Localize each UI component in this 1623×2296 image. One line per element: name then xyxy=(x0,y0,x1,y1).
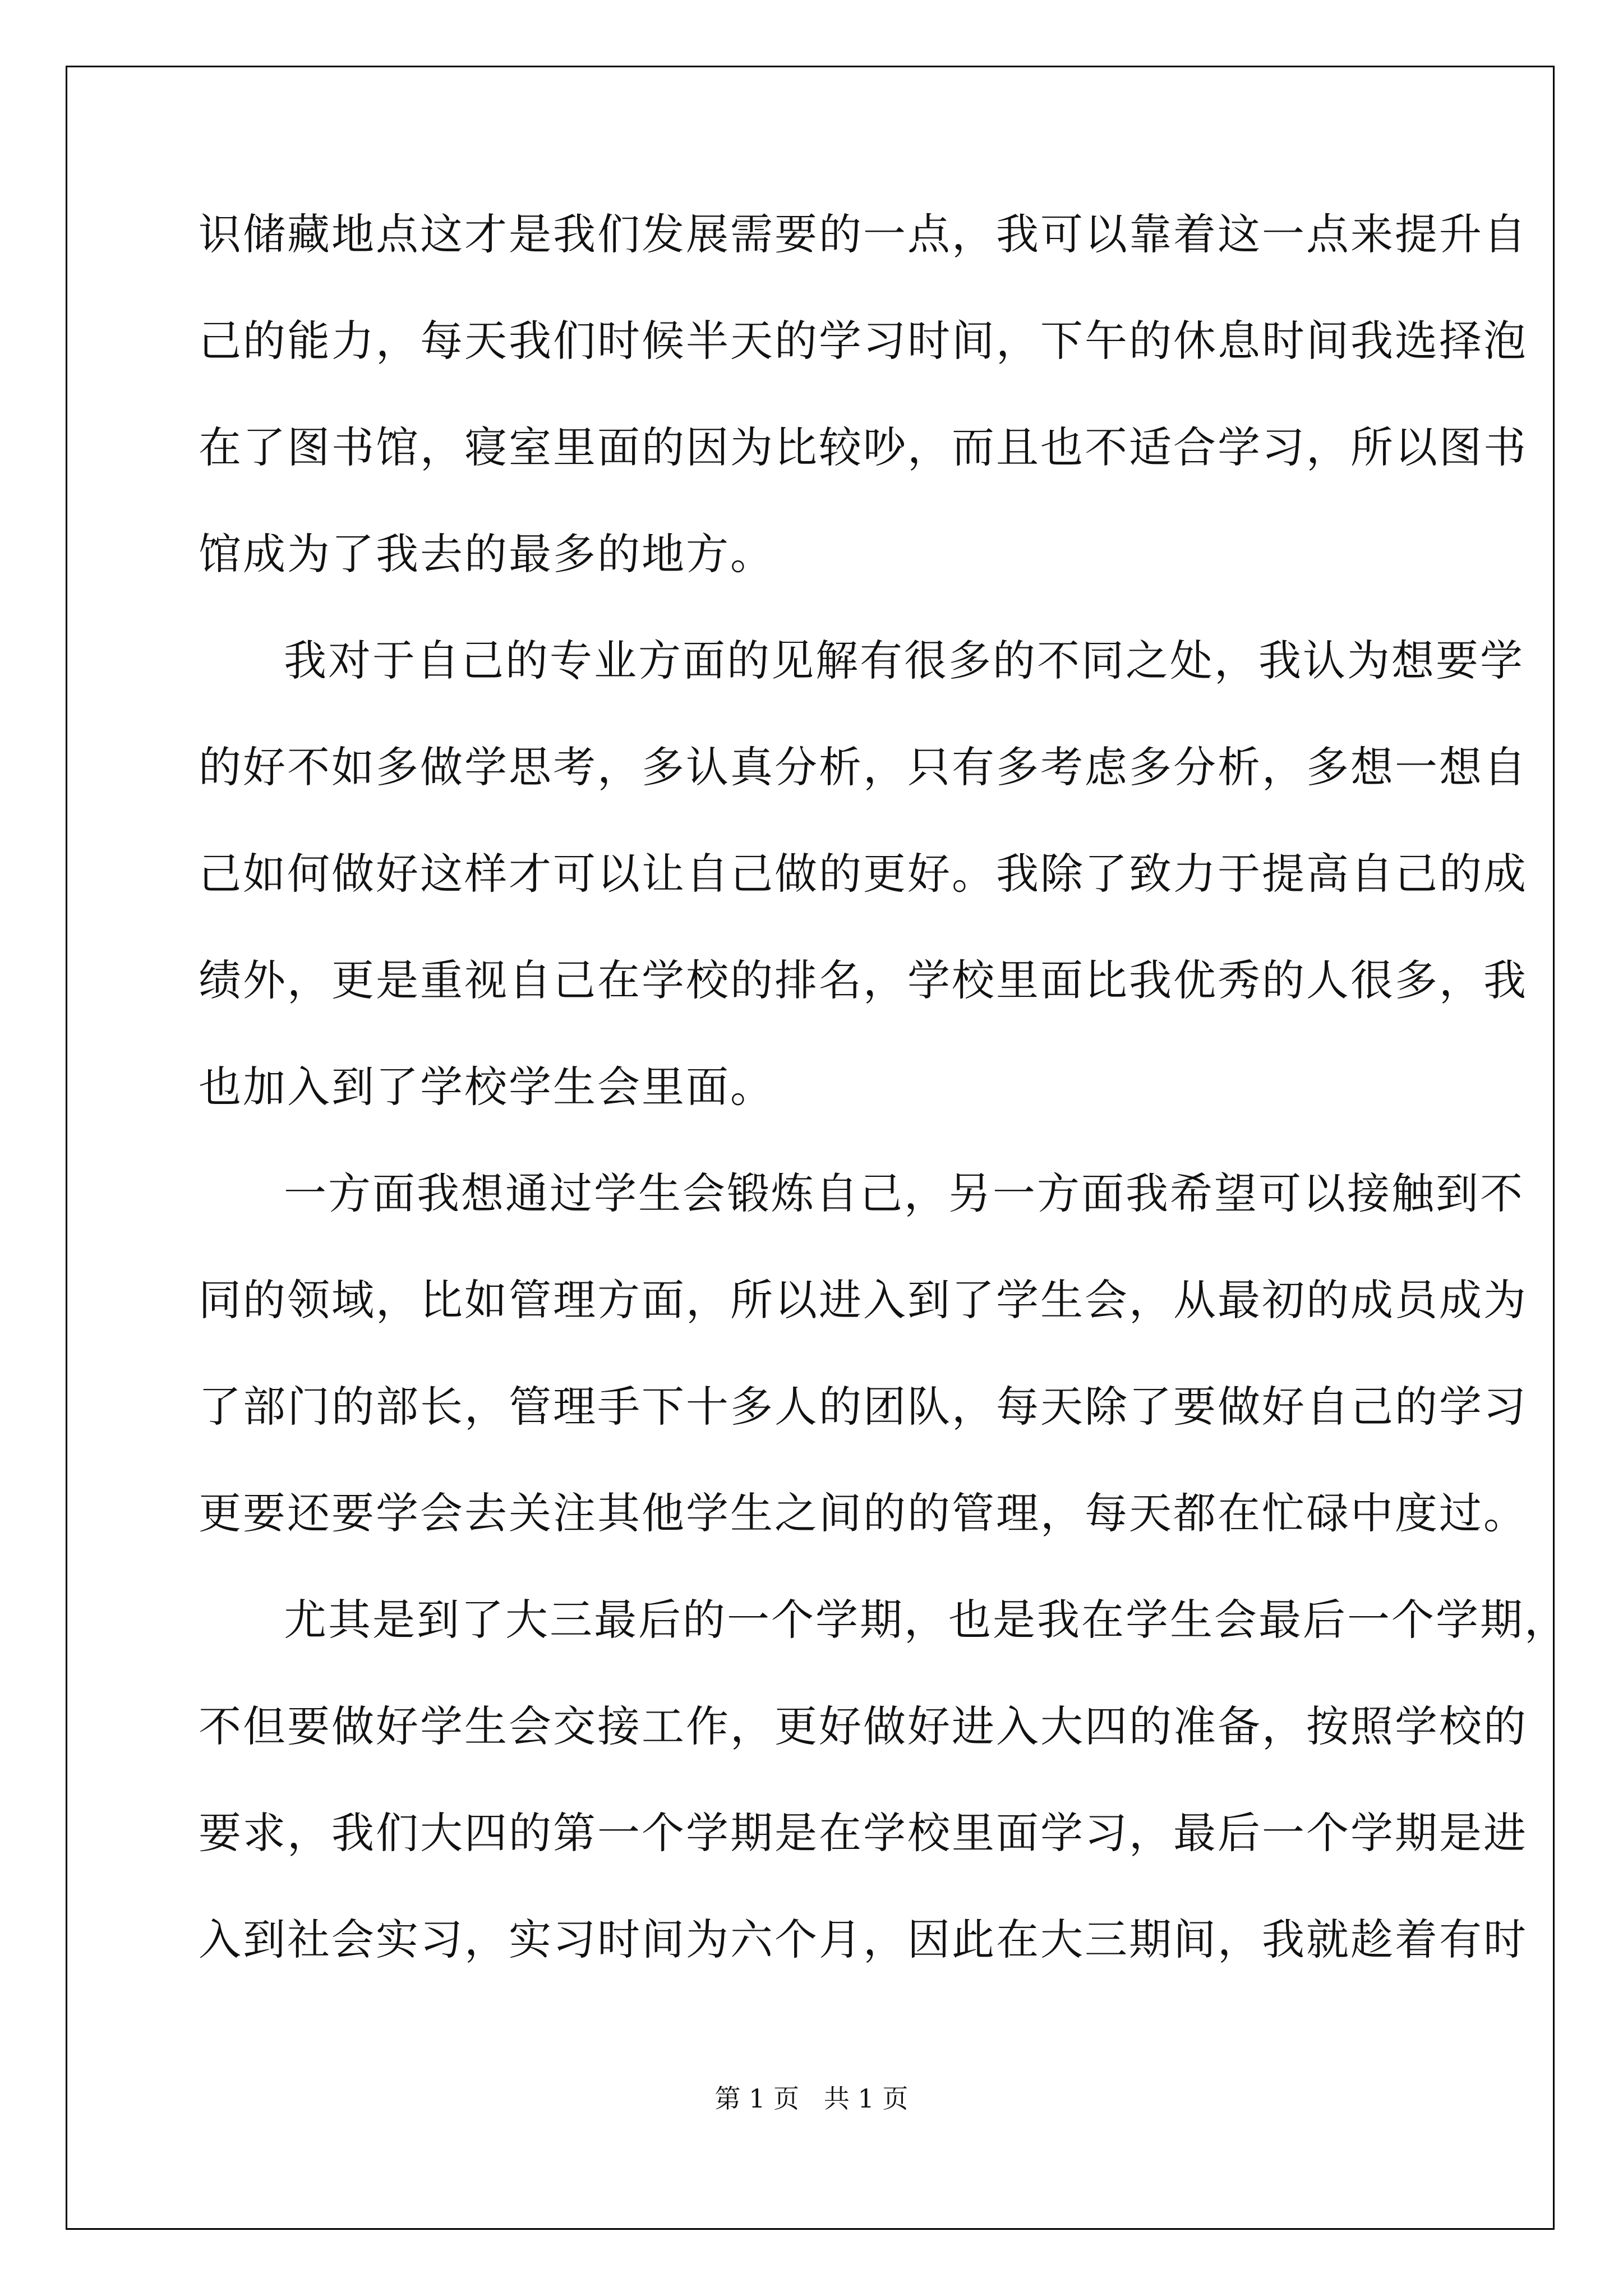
text-line: 入到社会实习，实习时间为六个月，因此在大三期间，我就趁着有时 xyxy=(199,1915,1528,1964)
text-line: 要求，我们大四的第一个学期是在学校里面学习，最后一个学期是进 xyxy=(199,1808,1528,1858)
text-line: 了部门的部长，管理手下十多人的团队，每天除了要做好自己的学习 xyxy=(199,1382,1528,1432)
text-line: 绩外，更是重视自己在学校的排名，学校里面比我优秀的人很多，我 xyxy=(199,955,1528,1005)
paragraph-first-line: 尤其是到了大三最后的一个学期，也是我在学生会最后一个学期， xyxy=(284,1595,1569,1645)
text-line: 更要还要学会去关注其他学生之间的的管理，每天都在忙碌中度过。 xyxy=(199,1488,1528,1538)
page-number-footer: 第 1 页 共 1 页 xyxy=(714,2083,909,2114)
text-line: 也加入到了学校学生会里面。 xyxy=(199,1062,774,1112)
text-line: 己如何做好这样才可以让自己做的更好。我除了致力于提高自己的成 xyxy=(199,849,1528,899)
paragraph-first-line: 一方面我想通过学生会锻炼自己，另一方面我希望可以接触到不 xyxy=(284,1168,1524,1218)
text-line: 不但要做好学生会交接工作，更好做好进入大四的准备，按照学校的 xyxy=(199,1701,1528,1751)
text-line: 馆成为了我去的最多的地方。 xyxy=(199,529,774,579)
text-line: 同的领域，比如管理方面，所以进入到了学生会，从最初的成员成为 xyxy=(199,1275,1528,1325)
text-line: 识储藏地点这才是我们发展需要的一点，我可以靠着这一点来提升自 xyxy=(199,209,1528,259)
text-line: 的好不如多做学思考，多认真分析，只有多考虑多分析，多想一想自 xyxy=(199,742,1528,792)
document-body xyxy=(199,208,1569,2019)
text-line: 己的能力，每天我们时候半天的学习时间，下午的休息时间我选择泡 xyxy=(199,316,1528,366)
text-line: 在了图书馆，寝室里面的因为比较吵，而且也不适合学习，所以图书 xyxy=(199,422,1528,472)
paragraph-first-line: 我对于自己的专业方面的见解有很多的不同之处，我认为想要学 xyxy=(284,636,1524,685)
